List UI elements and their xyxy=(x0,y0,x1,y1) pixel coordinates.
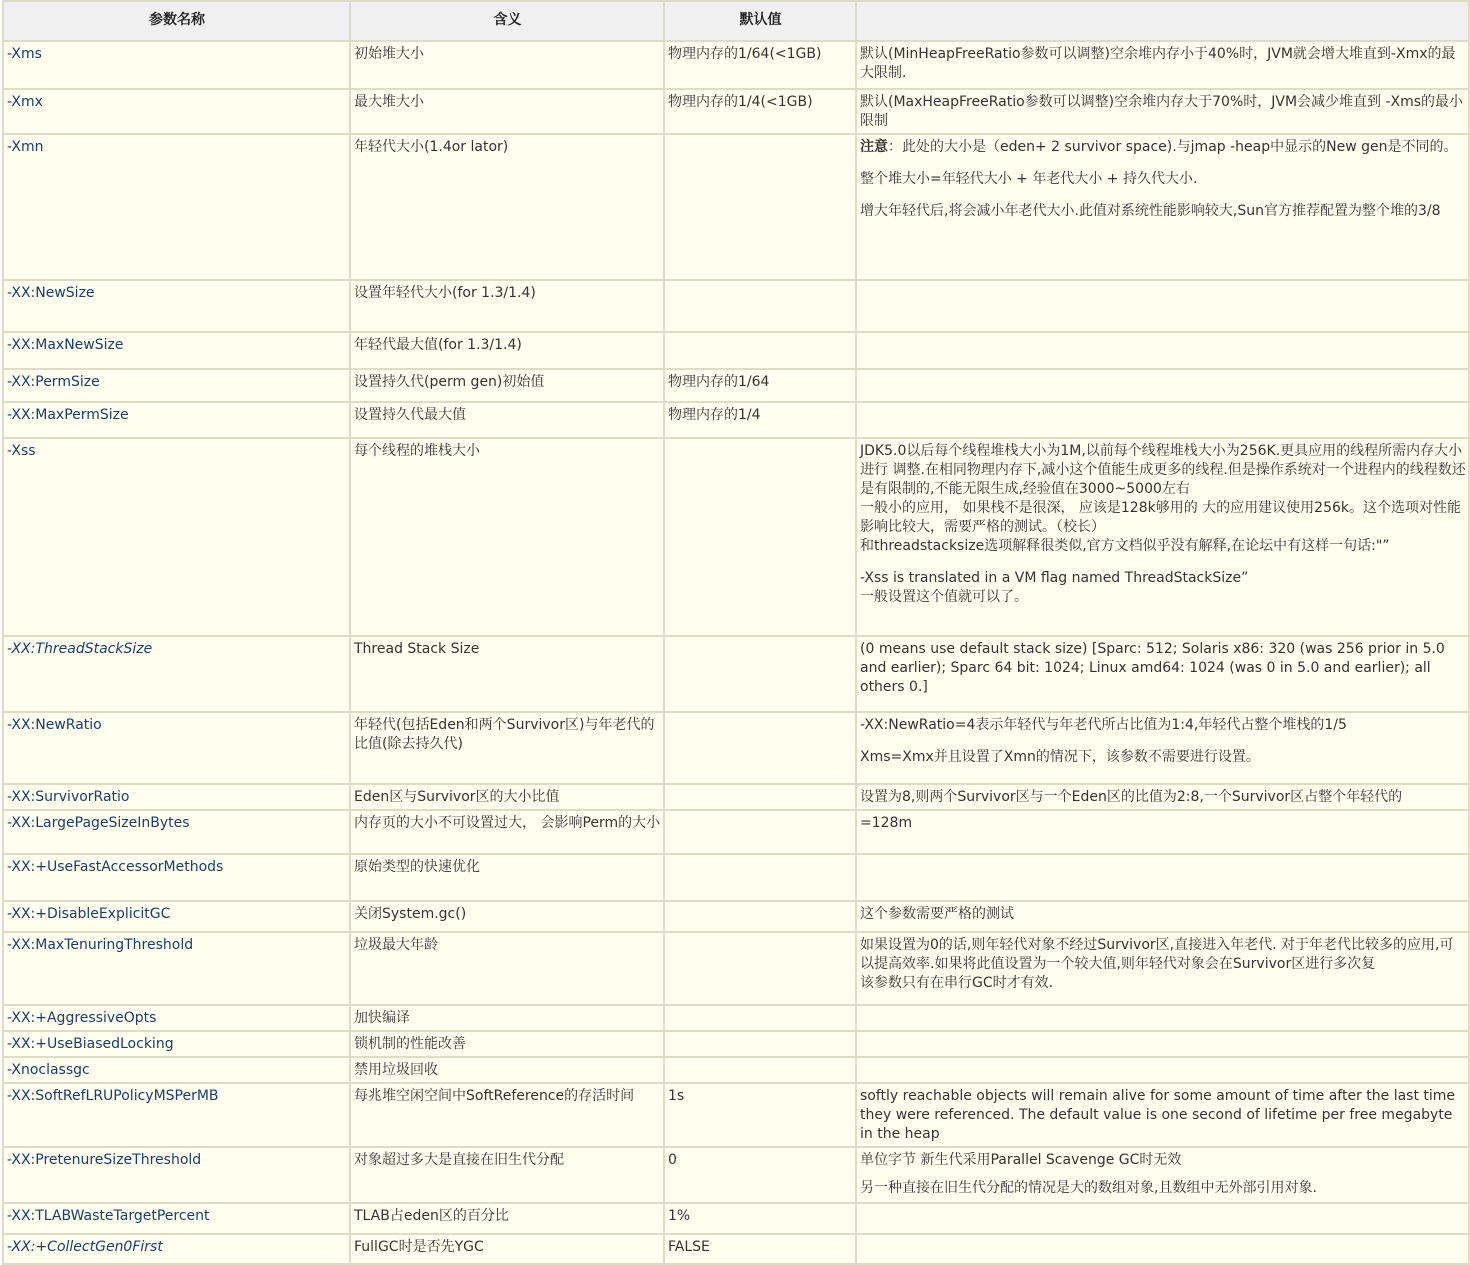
note-line: 如果设置为0的话,则年轻代对象不经过Survivor区,直接进入年老代. 对于年老代比较多的应用,可以提高效率.如果将此值设置为一个较大值,则年轻代对象会在Survivor区进行多次复 xyxy=(860,937,1454,972)
param-name: -Xmn xyxy=(3,134,350,280)
table-row xyxy=(3,854,1469,901)
param-name: -Xms xyxy=(3,41,350,89)
param-default: 0 xyxy=(664,1147,856,1203)
note-line: 设置为8,则两个Survivor区与一个Eden区的比值为2:8,一个Survivor区占整个年轻代的 xyxy=(860,789,1403,805)
table-row xyxy=(3,810,1469,854)
param-meaning: 设置持久代(perm gen)初始值 xyxy=(350,369,664,402)
table-row xyxy=(3,932,1469,1005)
param-meaning: 年轻代(包括Eden和两个Survivor区)与年老代的比值(除去持久代) xyxy=(350,712,664,784)
param-note xyxy=(856,901,1469,932)
param-default xyxy=(664,1031,856,1057)
note-line: 这个参数需要严格的测试 xyxy=(860,906,1014,922)
header-default: 默认值 xyxy=(664,1,856,41)
param-note xyxy=(856,1234,1469,1264)
param-note xyxy=(856,134,1469,280)
note-line: 一般小的应用， 如果栈不是很深， 应该是128k够用的 大的应用建议使用256k。这个选项对性能影响比较大，需要严格的测试。（校长） xyxy=(860,500,1462,535)
note-line: 一般设置这个值就可以了。 xyxy=(860,589,1028,605)
param-default: 物理内存的1/64(<1GB) xyxy=(664,41,856,89)
table-row xyxy=(3,89,1469,134)
param-meaning: 年轻代最大值(for 1.3/1.4) xyxy=(350,332,664,369)
param-note xyxy=(856,712,1469,784)
param-default: 物理内存的1/4(<1GB) xyxy=(664,89,856,134)
param-default xyxy=(664,854,856,901)
param-default xyxy=(664,784,856,810)
note-line: 默认(MinHeapFreeRatio参数可以调整)空余堆内存小于40%时，JVM就会增大堆直到-Xmx的最大限制. xyxy=(860,46,1456,81)
table-row xyxy=(3,712,1469,784)
param-note xyxy=(856,369,1469,402)
param-name: -XX:+AggressiveOpts xyxy=(3,1005,350,1031)
param-name: -XX:MaxPermSize xyxy=(3,402,350,438)
note-line: 增大年轻代后,将会减小年老代大小.此值对系统性能影响较大,Sun官方推荐配置为整个堆的3/8 xyxy=(860,203,1441,219)
header-note xyxy=(856,1,1469,41)
table-row xyxy=(3,1147,1469,1203)
header-name: 参数名称 xyxy=(3,1,350,41)
jvm-params-table xyxy=(2,0,1470,1265)
param-meaning: Thread Stack Size xyxy=(350,636,664,712)
param-meaning: 初始堆大小 xyxy=(350,41,664,89)
param-default xyxy=(664,810,856,854)
param-note xyxy=(856,636,1469,712)
param-meaning: 最大堆大小 xyxy=(350,89,664,134)
param-note xyxy=(856,784,1469,810)
header-row xyxy=(3,1,1469,41)
param-note xyxy=(856,1057,1469,1083)
header-meaning: 含义 xyxy=(350,1,664,41)
param-name: -XX:PretenureSizeThreshold xyxy=(3,1147,350,1203)
table-row xyxy=(3,1203,1469,1234)
param-meaning: TLAB占eden区的百分比 xyxy=(350,1203,664,1234)
table-row xyxy=(3,438,1469,636)
table-row xyxy=(3,1083,1469,1147)
param-note xyxy=(856,41,1469,89)
param-meaning: 每个线程的堆栈大小 xyxy=(350,438,664,636)
note-line: -Xss is translated in a VM flag named ThreadStackSize” xyxy=(860,570,1249,586)
table-row xyxy=(3,901,1469,932)
param-default xyxy=(664,932,856,1005)
param-note xyxy=(856,854,1469,901)
param-default xyxy=(664,332,856,369)
table-row xyxy=(3,1057,1469,1083)
table-row xyxy=(3,369,1469,402)
note-line: JDK5.0以后每个线程堆栈大小为1M,以前每个线程堆栈大小为256K.更具应用的线程所需内存大小进行 调整.在相同物理内存下,减小这个值能生成更多的线程.但是操作系统对一个进程内的线程数还是有限制的,不能无限生成,经验值在3000~5000左右 xyxy=(860,443,1466,497)
note-line: 该参数只有在串行GC时才有效. xyxy=(860,975,1054,991)
note-line: (0 means use default stack size) [Sparc: 512; Solaris x86: 320 (was 256 prior in 5.0 and earlier); Sparc 64 bit: 1024; Linux amd64: 1024 (was 0 in 5.0 and earlier); all others 0.] xyxy=(860,641,1445,695)
param-name: -XX:MaxTenuringThreshold xyxy=(3,932,350,1005)
note-line: 整个堆大小=年轻代大小 + 年老代大小 + 持久代大小. xyxy=(860,171,1198,187)
table-row xyxy=(3,134,1469,280)
param-meaning: 设置持久代最大值 xyxy=(350,402,664,438)
param-default xyxy=(664,134,856,280)
param-note xyxy=(856,1083,1469,1147)
param-note xyxy=(856,1031,1469,1057)
table-row xyxy=(3,332,1469,369)
param-name: -XX:MaxNewSize xyxy=(3,332,350,369)
param-name: -XX:SurvivorRatio xyxy=(3,784,350,810)
note-bold-label: 注意 xyxy=(860,139,888,155)
note-line: 单位字节 新生代采用Parallel Scavenge GC时无效 xyxy=(860,1152,1182,1168)
param-meaning: 锁机制的性能改善 xyxy=(350,1031,664,1057)
param-meaning: 对象超过多大是直接在旧生代分配 xyxy=(350,1147,664,1203)
note-line: Xms=Xmx并且设置了Xmn的情况下，该参数不需要进行设置。 xyxy=(860,749,1260,765)
param-name: -XX:ThreadStackSize xyxy=(3,636,350,712)
param-meaning: 关闭System.gc() xyxy=(350,901,664,932)
note-line: softly reachable objects will remain alive for some amount of time after the last time they were referenced. The default value is one second of lifetime per free megabyte in the heap xyxy=(860,1088,1456,1142)
table-row xyxy=(3,1005,1469,1031)
param-meaning: 年轻代大小(1.4or lator) xyxy=(350,134,664,280)
param-meaning: 内存页的大小不可设置过大， 会影响Perm的大小 xyxy=(350,810,664,854)
param-note xyxy=(856,810,1469,854)
table-row xyxy=(3,1234,1469,1264)
note-line xyxy=(860,138,1466,157)
param-name: -Xss xyxy=(3,438,350,636)
table-row xyxy=(3,636,1469,712)
param-note xyxy=(856,1005,1469,1031)
param-default xyxy=(664,901,856,932)
param-default: FALSE xyxy=(664,1234,856,1264)
param-meaning: Eden区与Survivor区的大小比值 xyxy=(350,784,664,810)
param-name: -XX:NewRatio xyxy=(3,712,350,784)
param-note xyxy=(856,438,1469,636)
param-name: -XX:TLABWasteTargetPercent xyxy=(3,1203,350,1234)
param-default xyxy=(664,280,856,332)
param-name: -XX:LargePageSizeInBytes xyxy=(3,810,350,854)
param-default xyxy=(664,438,856,636)
param-default xyxy=(664,636,856,712)
param-note xyxy=(856,332,1469,369)
param-meaning: 原始类型的快速优化 xyxy=(350,854,664,901)
param-note xyxy=(856,1203,1469,1234)
param-name: -XX:+DisableExplicitGC xyxy=(3,901,350,932)
note-line: -XX:NewRatio=4表示年轻代与年老代所占比值为1:4,年轻代占整个堆栈的1/5 xyxy=(860,717,1347,733)
param-note xyxy=(856,280,1469,332)
param-meaning: 禁用垃圾回收 xyxy=(350,1057,664,1083)
param-default: 1s xyxy=(664,1083,856,1147)
param-meaning: 加快编译 xyxy=(350,1005,664,1031)
param-name: -XX:+UseBiasedLocking xyxy=(3,1031,350,1057)
param-name: -Xnoclassgc xyxy=(3,1057,350,1083)
param-note xyxy=(856,89,1469,134)
table-row xyxy=(3,402,1469,438)
table-row xyxy=(3,41,1469,89)
param-name: -XX:SoftRefLRUPolicyMSPerMB xyxy=(3,1083,350,1147)
param-name: -XX:PermSize xyxy=(3,369,350,402)
table-row xyxy=(3,1031,1469,1057)
note-line: 默认(MaxHeapFreeRatio参数可以调整)空余堆内存大于70%时，JVM会减少堆直到 -Xms的最小限制 xyxy=(860,94,1464,129)
param-note xyxy=(856,932,1469,1005)
param-meaning: FullGC时是否先YGC xyxy=(350,1234,664,1264)
note-text: ：此处的大小是（eden+ 2 survivor space).与jmap -heap中显示的New gen是不同的。 xyxy=(888,139,1458,155)
param-default: 物理内存的1/4 xyxy=(664,402,856,438)
table-row xyxy=(3,784,1469,810)
param-name: -XX:NewSize xyxy=(3,280,350,332)
param-default: 物理内存的1/64 xyxy=(664,369,856,402)
param-note xyxy=(856,1147,1469,1203)
param-name: -XX:+UseFastAccessorMethods xyxy=(3,854,350,901)
param-default: 1% xyxy=(664,1203,856,1234)
param-default xyxy=(664,712,856,784)
note-line: 和threadstacksize选项解释很类似,官方文档似乎没有解释,在论坛中有这样一句话:"” xyxy=(860,538,1390,554)
param-default xyxy=(664,1005,856,1031)
param-note xyxy=(856,402,1469,438)
param-default xyxy=(664,1057,856,1083)
param-meaning: 每兆堆空闲空间中SoftReference的存活时间 xyxy=(350,1083,664,1147)
param-meaning: 垃圾最大年龄 xyxy=(350,932,664,1005)
note-line: =128m xyxy=(860,815,913,831)
table-row xyxy=(3,280,1469,332)
param-meaning: 设置年轻代大小(for 1.3/1.4) xyxy=(350,280,664,332)
param-name: -XX:+CollectGen0First xyxy=(3,1234,350,1264)
param-name: -Xmx xyxy=(3,89,350,134)
note-line: 另一种直接在旧生代分配的情况是大的数组对象,且数组中无外部引用对象. xyxy=(860,1180,1317,1196)
